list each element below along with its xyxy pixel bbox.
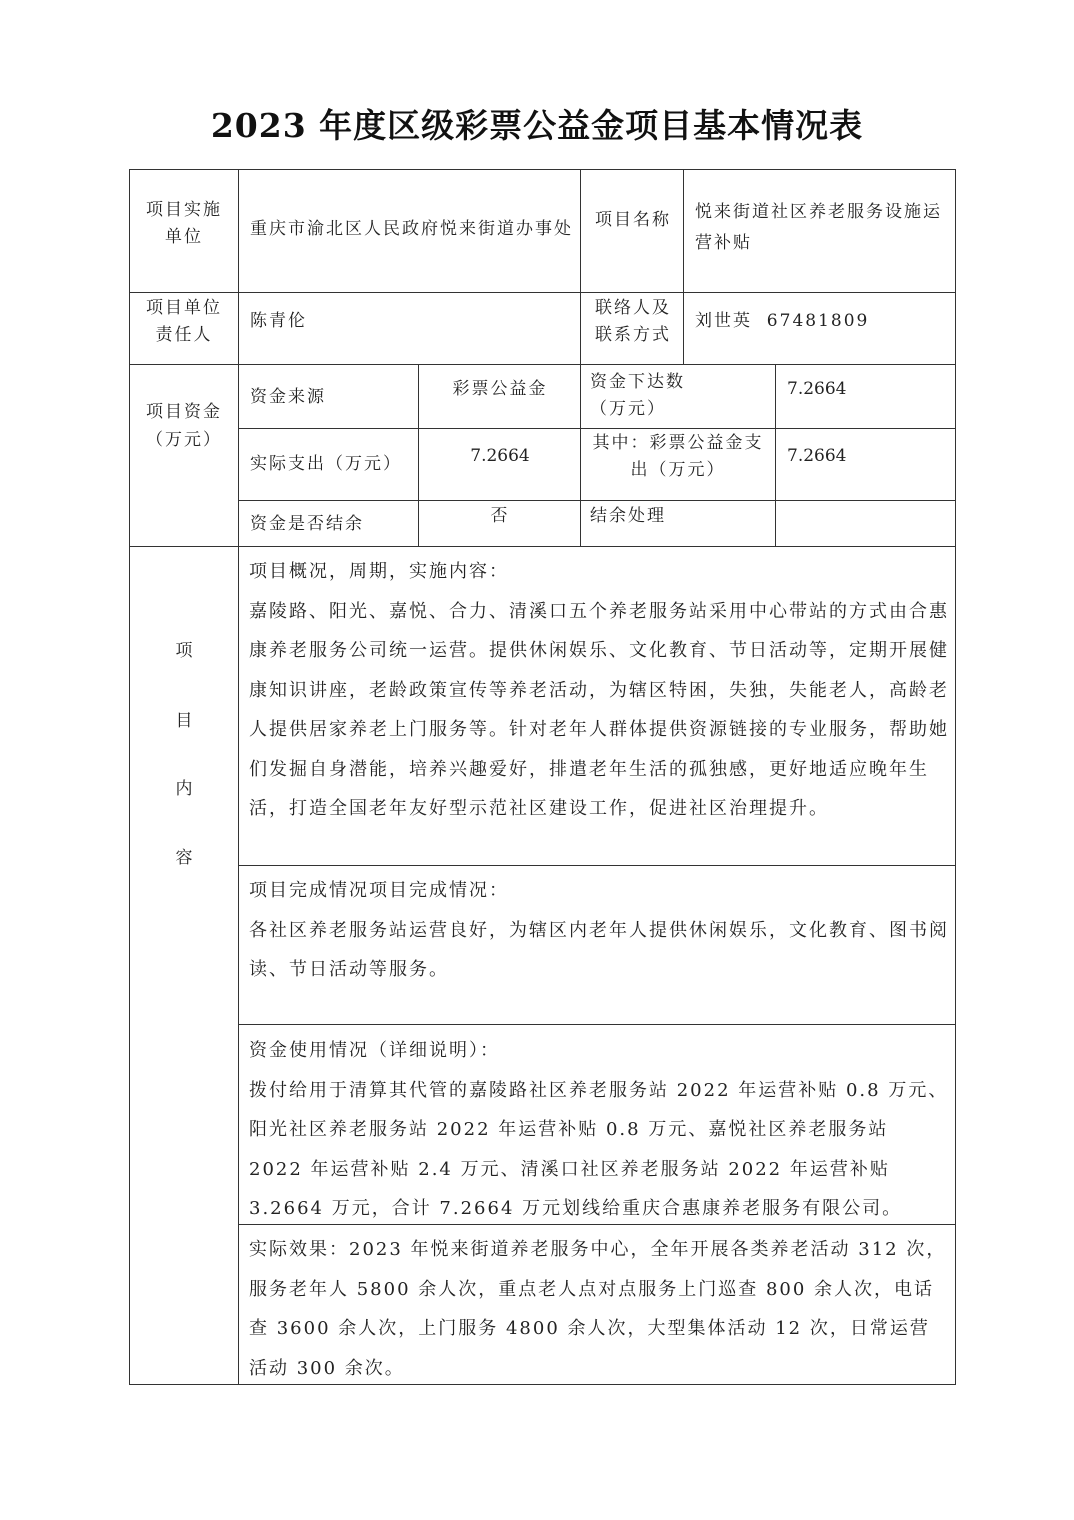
source-value: 彩票公益金 [452, 379, 548, 399]
overview-body: 嘉陵路、阳光、嘉悦、合力、清溪口五个养老服务站采用中心带站的方式由合惠康养老服务公司统一运营。提供休闲娱乐、文化教育、节日活动等，定期开展健康知识讲座，老龄政策宣传等养老活动，为辖区特困，失独，失能老人，高龄老人提供居家养老上门服务等。针对老年人群体提供资源链接的专业服务，帮助她们发掘自身潜能，培养兴趣爱好，排遣老年生活的孤独感，更好地适应晚年生活，打造全国老年友好型示范社区建设工作，促进社区治理提升。 [249, 600, 949, 819]
source-label: 资金来源 [250, 387, 326, 407]
overview-heading: 项目概况，周期，实施内容： [249, 561, 509, 582]
row-divider [238, 428, 956, 429]
allocated-value: 7.2664 [787, 379, 847, 399]
surplus-handling-label: 结余处理 [590, 506, 666, 526]
lottery-label: 其中：彩票公益金支出（万元） [592, 433, 764, 480]
funds-label: 项目资金（万元） [146, 402, 222, 450]
content-side-char: 内 [175, 779, 193, 799]
effect-body: 实际效果：2023 年悦来街道养老服务中心，全年开展各类养老活动 312 次，服务老年人 5800 余人次，重点老人点对点服务上门巡查 800 余人次，电话查 3600 余人次，上门服务 4800 余人次，大型集体活动 12 次，日常运营活动 300 余次。 [249, 1239, 947, 1379]
row-divider [129, 292, 956, 293]
lottery-value: 7.2664 [787, 446, 847, 466]
column-divider [238, 169, 239, 1385]
row-divider [129, 364, 956, 365]
completion-body: 各社区养老服务站运营良好，为辖区内老年人提供休闲娱乐，文化教育、图书阅读、节日活动等服务。 [249, 919, 949, 980]
usage-section [249, 1031, 949, 1229]
completion-section [249, 871, 949, 990]
usage-heading: 资金使用情况（详细说明）： [249, 1040, 500, 1061]
usage-body: 拨付给用于清算其代管的嘉陵路社区养老服务站 2022 年运营补贴 0.8 万元、阳光社区养老服务站 2022 年运营补贴 0.8 万元、嘉悦社区养老服务站 2022 年运营补贴 2.4 万元、清溪口社区养老服务站 2022 年运营补贴 3.2664 万元，合计 7.2664 万元划线给重庆合惠康养老服务有限公司。 [249, 1079, 949, 1219]
completion-heading: 项目完成情况项目完成情况： [249, 880, 509, 901]
table-border-right [955, 169, 956, 1385]
content-side-char: 项 [175, 641, 193, 661]
overview-section [249, 552, 949, 829]
project-name-label: 项目名称 [595, 210, 671, 230]
row-divider [238, 1024, 956, 1025]
project-name-value: 悦来街道社区养老服务设施运营补贴 [695, 202, 942, 253]
surplus-label: 资金是否结余 [250, 514, 364, 534]
page-title: 2023 年度区级彩票公益金项目基本情况表 [210, 106, 864, 145]
column-divider [775, 364, 776, 547]
column-divider [580, 169, 581, 547]
row-divider [129, 546, 956, 547]
column-divider [683, 169, 684, 365]
table-border-left [129, 169, 130, 1385]
owner-label: 项目单位责任人 [146, 298, 222, 345]
actual-label: 实际支出（万元） [250, 454, 402, 474]
content-side-char: 容 [175, 848, 193, 868]
actual-value: 7.2664 [470, 446, 530, 466]
effect-section [249, 1230, 949, 1388]
owner-value: 陈青伦 [250, 311, 307, 331]
content-side-char: 目 [175, 711, 193, 731]
table-border-top [129, 169, 956, 170]
row-divider [238, 500, 956, 501]
row-divider [238, 865, 956, 866]
unit-label: 项目实施单位 [146, 200, 222, 247]
contact-value: 刘世英 67481809 [695, 311, 870, 331]
allocated-label: 资金下达数（万元） [590, 372, 685, 419]
surplus-value: 否 [490, 506, 510, 526]
contact-label: 联络人及联系方式 [595, 298, 671, 345]
unit-value: 重庆市渝北区人民政府悦来街道办事处 [250, 219, 573, 239]
